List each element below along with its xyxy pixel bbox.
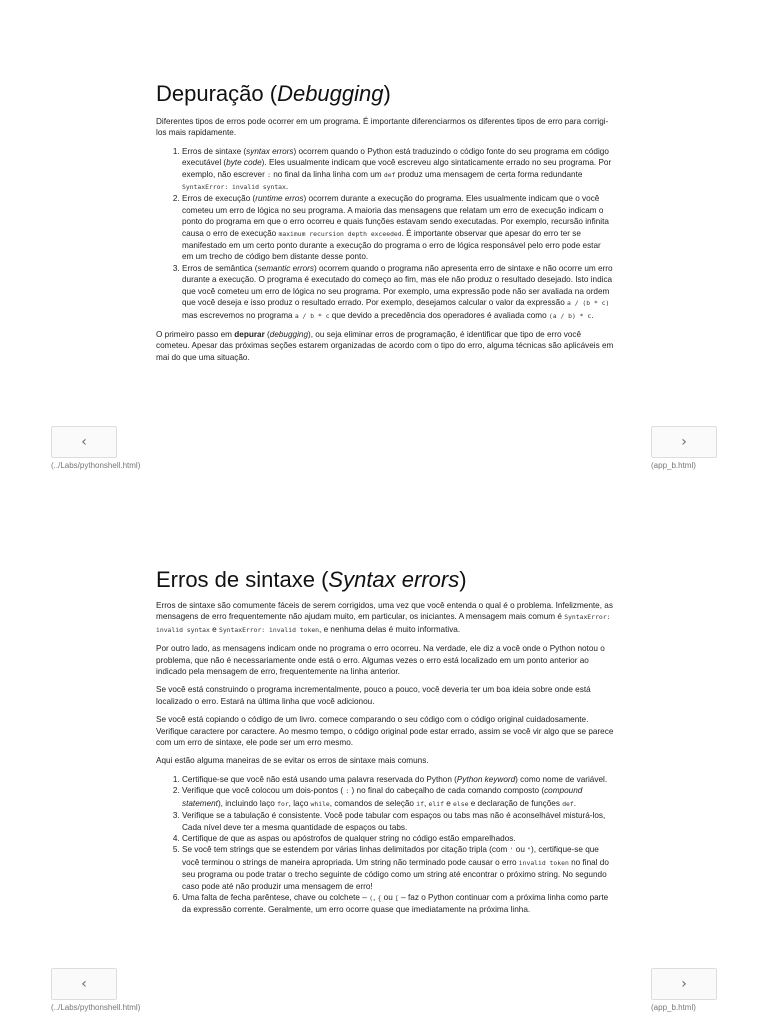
- chevron-right-icon: ›: [681, 434, 687, 450]
- inline-code: ': [509, 846, 514, 855]
- paragraph-5: Aqui estão alguma maneiras de se evitar os erros de sintaxe mais comuns.: [156, 756, 429, 766]
- inline-code: if: [416, 799, 424, 808]
- paragraph-4: Se você está copiando o código de um livro. comece comparando o seu código com o código original cuidadosamente. Verifique caractere por caractere. Ao mesmo tempo, o código original pode estar errado, assim se você vir algo que se parece com um erro de sintaxe, ele pode ser um erro mesmo.: [156, 715, 614, 748]
- section-syntax-errors: [156, 566, 614, 923]
- chevron-right-icon: ›: [681, 976, 687, 992]
- next-page-link[interactable]: (app_b.html): [651, 461, 696, 470]
- next-page-link[interactable]: (app_b.html): [651, 1003, 696, 1012]
- list-item-runtime-errors: 2. Erros de execução (runtime erros) ocorrem durante a execução do programa. Eles usualmente indicam que o você cometeu um erro de lógica no seu programa. A maioria das mensagens que relatam um erro de execução indicam o ponto do programa em que o erro ocorreu e quais funções estavam sendo executadas. Por exemplo, recursão infinita causa o erro de execução maximum recursion depth exceeded. É importante observar que apesar do erro ter se manifestado em um certo ponto durante a execução do programa o erro de lógica responsável pelo erro pode estar em um trecho de código bem distante desse ponto.: [182, 193, 614, 262]
- list-item: 1. Certifique-se que você não está usando uma palavra reservada do Python (Python keyword) como nome de variável.: [182, 774, 614, 785]
- inline-code: invalid token: [518, 858, 569, 867]
- inline-code: ": [527, 846, 532, 855]
- inline-code: [: [395, 893, 399, 902]
- inline-code: SyntaxError: invalid token: [218, 625, 320, 634]
- chevron-left-icon: ‹: [81, 976, 87, 992]
- inline-code: elif: [428, 799, 444, 808]
- list-item: 5. Se você tem strings que se estendem por várias linhas delimitados por citação tripla (com ' ou "), certifique-se que você terminou o strings de maneira apropriada. Um string não terminado pode causar o erro invalid token no final do seu programa ou pode tratar o trecho seguinte de código como um string até encontrar o próximo string. No segundo caso pode até não produzir uma mensagem de erro!: [182, 844, 614, 892]
- next-page-button[interactable]: [651, 426, 717, 458]
- page-syntax-errors: [0, 512, 768, 1024]
- paragraph-3: Se você está construindo o programa incrementalmente, pouco a pouco, você deveria ter um boa ideia sobre onde está localizado o erro. Estará na última linha que você adicionou.: [156, 685, 591, 706]
- inline-code: for: [277, 799, 289, 808]
- next-page-button[interactable]: [651, 968, 717, 1000]
- inline-code: a / (b * c): [567, 299, 610, 308]
- inline-code: while: [310, 799, 330, 808]
- error-types-list: [156, 146, 614, 322]
- prev-page-link[interactable]: (../Labs/pythonshell.html): [51, 1003, 141, 1012]
- inline-code: maximum recursion depth exceeded: [278, 229, 402, 238]
- inline-code: SyntaxError: invalid syntax: [156, 613, 611, 634]
- inline-code: def: [562, 799, 574, 808]
- title-text: Erros de sintaxe (: [156, 567, 329, 592]
- title-italic: Debugging: [277, 81, 384, 106]
- prev-page-button[interactable]: [51, 426, 117, 458]
- inline-code: :: [267, 170, 271, 179]
- paragraph-2: Por outro lado, as mensagens indicam onde no programa o erro ocorreu. Na verdade, ele diz a você onde o Python notou o problema, que não é necessariamente onde está o erro. Algumas vezes o erro está localizado em um ponto anterior ao indicado pela mensagem de erro, frequentemente na linha anterior.: [156, 644, 605, 677]
- inline-code: SyntaxError: invalid syntax: [182, 183, 286, 192]
- closing-paragraph: O primeiro passo em depurar (debugging), ou seja eliminar erros de programação, é identificar que tipo de erro você cometeu. Apesar das próximas seções estarem organizadas de acordo com o tipo do erro, alguma técnicas são aplicáveis em mai do que uma situação.: [156, 329, 614, 362]
- chevron-left-icon: ‹: [81, 434, 87, 450]
- inline-code: (: [369, 893, 373, 902]
- intro-paragraph: Diferentes tipos de erros pode ocorrer em um programa. É importante diferenciarmos os diferentes tipos de erro para corrigi-los mais rapidamente.: [156, 117, 609, 138]
- title-close: ): [383, 81, 391, 106]
- prev-page-link[interactable]: (../Labs/pythonshell.html): [51, 461, 141, 470]
- inline-code: else: [453, 799, 469, 808]
- page-title: [156, 80, 614, 108]
- inline-code: (a / b) * c: [548, 311, 592, 320]
- title-text: Depuração (: [156, 81, 278, 106]
- list-item: 6. Uma falta de fecha parêntese, chave ou colchete – (, { ou [ – faz o Python continuar com a próxima linha como parte da expressão corrente. Geralmente, um erro ocorre quase que imediatamente na próxima linha.: [182, 892, 614, 916]
- inline-code: a / b * c: [294, 311, 330, 320]
- syntax-tips-list: [156, 774, 614, 916]
- title-italic: Syntax errors: [328, 567, 460, 592]
- section-title: [156, 566, 614, 594]
- inline-code: def: [383, 170, 396, 179]
- list-item-semantic-errors: 3. Erros de semântica (semantic errors) ocorrem quando o programa não apresenta erro de sintaxe e não ocorre um erro durante a execução. O programa é executado do começo ao fim, mas ele não produz o resultado desejado. Isto indica que você cometeu um erro de lógica no seu programa. Por exemplo, uma expressão pode não ser avaliada na ordem que você deseja e isso produz o resultado errado. Por exemplo, desejamos calcular o valor da expressão a / (b * c) mas escrevemos no programa a / b * c que devido a precedência dos operadores é avaliada como (a / b) * c.: [182, 263, 614, 322]
- prev-page-button[interactable]: [51, 968, 117, 1000]
- section-debugging: [156, 80, 614, 370]
- title-close: ): [459, 567, 467, 592]
- list-item: 2. Verifique que você colocou um dois-pontos ( : ) no final do cabeçalho de cada comando composto (compound statement), incluindo laço for, laço while, comandos de seleção if, elif e else e declaração de funções def.: [182, 785, 614, 810]
- list-item: 4. Certifique de que as aspas ou apóstrofos de qualquer string no código estão emparelhados.: [182, 833, 614, 844]
- list-item: 3. Verifique se a tabulação é consistente. Você pode tabular com espaços ou tabs mas não é aconselhável misturá-los, Cada nível deve ter a mesma quantidade de espaços ou tabs.: [182, 810, 614, 833]
- list-item-syntax-errors: 1. Erros de sintaxe (syntax errors) ocorrem quando o Python está traduzindo o código fonte do seu programa em código executável (byte code). Eles usualmente indicam que você escreveu algo sintaticamente errado no seu programa. Por exemplo, não escrever : no final da linha linha com um def produz uma mensagem de certa forma redundante SyntaxError: invalid syntax.: [182, 146, 614, 194]
- inline-code: :: [345, 787, 350, 796]
- paragraph-1: Erros de sintaxe são comumente fáceis de serem corrigidos, uma vez que você entenda o qual é o problema. Infelizmente, as mensagens de erro frequentemente não ajudam muito, em particular, os iniciantes. A mensagem mais comum é SyntaxError: invalid syntax e SyntaxError: invalid token, e nenhuma delas é muito informativa.: [156, 601, 613, 634]
- inline-code: {: [377, 893, 382, 902]
